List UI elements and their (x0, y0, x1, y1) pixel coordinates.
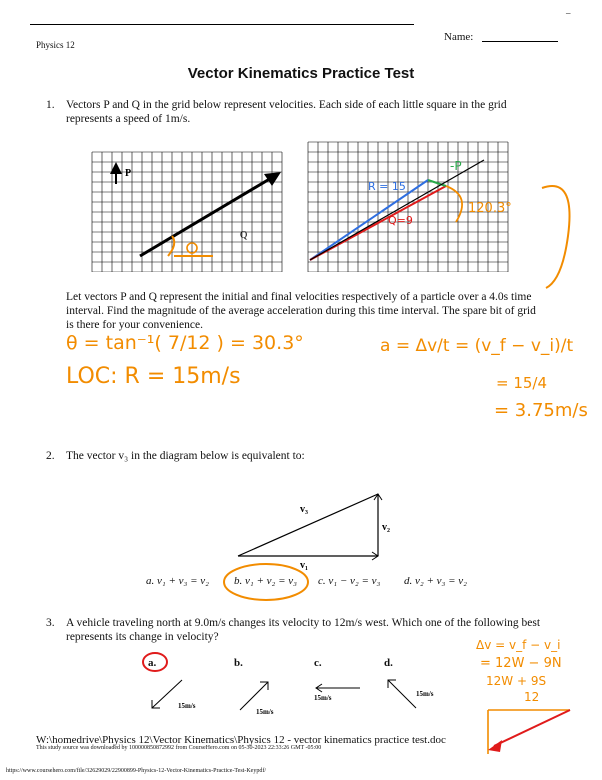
q3-choice-c[interactable]: c. (314, 657, 322, 669)
hw-angle: 120.3° (468, 201, 512, 216)
q3-text-line2: represents its change in velocity? (66, 631, 219, 643)
speed-b: 15m/s (256, 708, 274, 716)
label-p: P (125, 168, 132, 179)
vector-q-shaft (140, 174, 278, 256)
q1-para-line3: is there for your convenience. (66, 319, 203, 331)
grid-left (88, 148, 286, 272)
hw-accel: a = Δv/t = (v_f − v_i)/t (380, 336, 574, 356)
q1-text-line2: represents a speed of 1m/s. (66, 113, 191, 125)
q1-text-line1: Vectors P and Q in the grid below represent velocities. Each side of each little square in the grid (66, 99, 507, 111)
v3-line (238, 494, 378, 556)
q2-option-a[interactable]: a. v₁ + v₃ = v₂ (146, 575, 209, 587)
q3-text-line1: A vehicle traveling north at 9.0m/s changes its velocity to 12m/s west. Which one of the following best (66, 617, 541, 629)
q1-number: 1. (46, 99, 55, 111)
vector-q-head (264, 172, 281, 186)
hw-theta: θ = tan⁻¹( 7/12 ) = 30.3° (66, 332, 304, 354)
speed-d: 15m/s (416, 690, 434, 698)
name-label: Name: (444, 31, 474, 43)
label-v3: v₃ (300, 504, 308, 515)
q1-para-line2: interval. Find the magnitude of the average acceleration during this time interval. The spare bit of grid (66, 305, 536, 317)
hw-dv-3: 12W + 9S (486, 674, 547, 688)
hw-loc: LOC: R = 15m/s (66, 364, 241, 389)
hw-p: -P (450, 159, 462, 173)
corner-dash: – (566, 8, 571, 18)
hw-angle-arc (446, 186, 462, 222)
label-v1: v₁ (300, 560, 308, 570)
course-label: Physics 12 (36, 40, 75, 50)
label-q: Q (240, 230, 248, 241)
label-v2: v₂ (382, 522, 390, 533)
q2-number: 2. (46, 450, 55, 462)
footer-source: This study source was downloaded by 100000850872992 from CourseHero.com on 05-30-2023 22:33:26 GMT -05:00 (36, 745, 322, 751)
hw-vector-sketch (470, 700, 580, 760)
speed-a: 15m/s (178, 702, 196, 710)
q2-option-b[interactable]: b. v₁ + v₂ = v₃ (234, 575, 297, 587)
hw-q: Q=9 (388, 214, 413, 227)
q3-number: 3. (46, 617, 55, 629)
q3-arrows (140, 670, 460, 716)
hw-r: R = 15 (368, 180, 406, 193)
hw-frac: = 15/4 (496, 374, 548, 392)
footer-url[interactable]: https://www.coursehero.com/file/32629029/22900899-Physics-12-Vector-Kinematics-Practice-Test-Keypdf/ (6, 768, 267, 774)
q2-text: The vector v₃ in the diagram below is equivalent to: (66, 450, 305, 462)
q2-option-c[interactable]: c. v₁ − v₂ = v₃ (318, 575, 381, 587)
hw-answer: = 3.75m/s (494, 400, 588, 421)
q3-choice-d[interactable]: d. (384, 657, 393, 669)
hw-dv-2: = 12W − 9N (480, 656, 562, 671)
q1-para-line1: Let vectors P and Q represent the initial and final velocities respectively of a particle over a 4.0s time (66, 291, 532, 303)
triangle-diagram (230, 484, 390, 570)
q3-choice-a[interactable]: a. (148, 657, 157, 669)
hw-circle-b (220, 560, 312, 604)
hw-dv: Δv = v_f − v_i (476, 638, 561, 652)
footer-path: W:\homedrive\Physics 12\Vector Kinematics\Physics 12 - vector kinematics practice test.doc (36, 734, 446, 746)
q2-option-d[interactable]: d. v₂ + v₃ = v₂ (404, 575, 467, 587)
hw-dv-4: 12 (524, 690, 540, 704)
name-field-line[interactable] (482, 41, 558, 42)
q3-choice-b[interactable]: b. (234, 657, 243, 669)
header-rule (30, 24, 414, 25)
speed-c: 15m/s (314, 694, 332, 702)
hw-connector (540, 176, 580, 296)
page-title: Vector Kinematics Practice Test (187, 65, 415, 82)
